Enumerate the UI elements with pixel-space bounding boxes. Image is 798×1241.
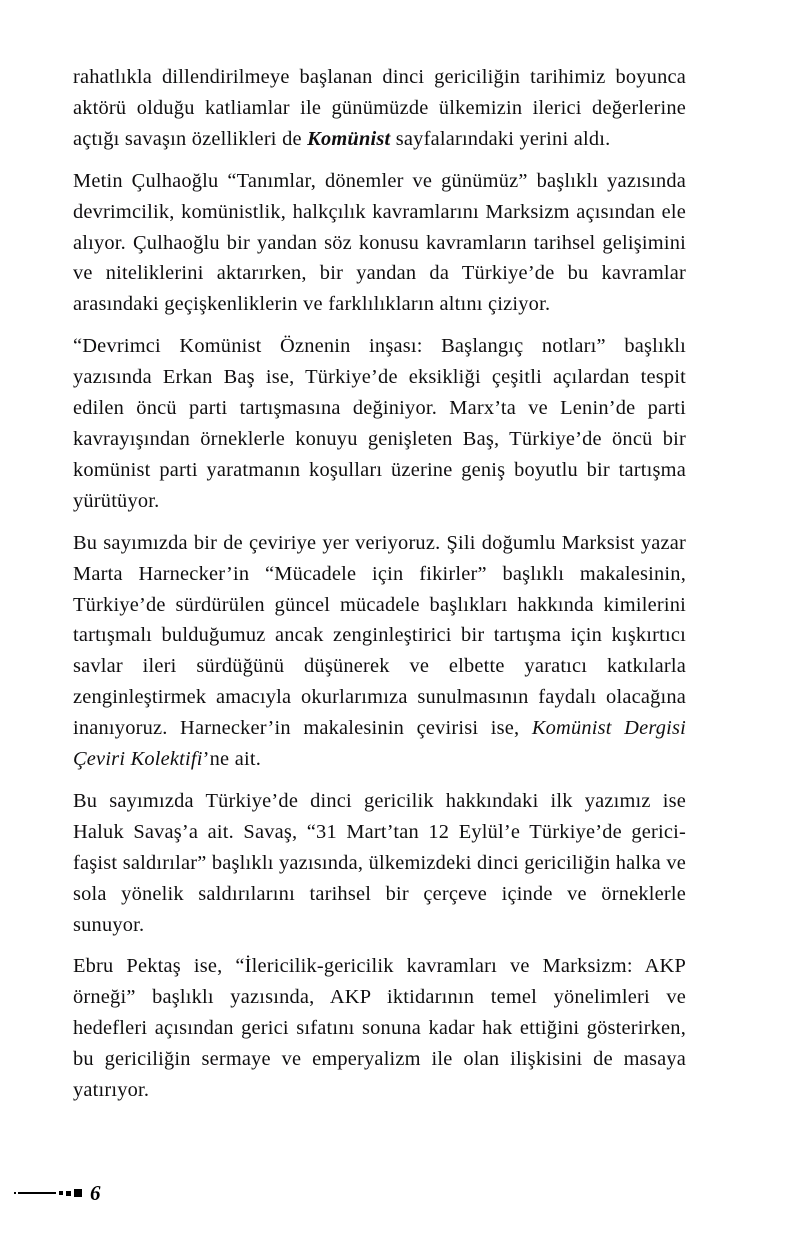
paragraph-6: Ebru Pektaş ise, “İlericilik-gericilik kavramları ve Marksizm: AKP örneği” başlıklı yazısında, AKP iktidarının temel yönelimleri ve hedefleri açısından gerici sıfatını sonuna kadar hak ettiğini gösterirken, bu gericiliğin sermaye ve emperyalizm ile olan ilişkisini de masaya yatırıyor.	[73, 955, 686, 1102]
paragraph-1: rahatlıkla dillendirilmeye başlanan dinci gericiliğin tarihimiz boyunca aktörü olduğu katliamlar ile günümüzde ülkemizin ilerici değerlerine açtığı savaşın özellikleri de Komünist sayfalarındaki yerini aldı.	[73, 66, 686, 150]
paragraph-5: Bu sayımızda Türkiye’de dinci gericilik hakkındaki ilk yazımız ise Haluk Savaş’a ait. Savaş, “31 Mart’tan 12 Eylül’e Türkiye’de gerici-faşist saldırılar” başlıklı yazısında, ülkemizdeki dinci gericiliğin halka ve sola yönelik saldırılarını tarihsel bir çerçeve içinde ve örneklerle sunuyor.	[73, 789, 686, 936]
paragraph-4: Bu sayımızda bir de çeviriye yer veriyoruz. Şili doğumlu Marksist yazar Marta Harnecker’in “Mücadele için fikirler” başlıklı makalesinin, Türkiye’de sürdürülen güncel mücadele başlıkları hakkında kimilerini tartışmalı bulduğumuz ancak zenginleştirici bir tartışma için kışkırtıcı savlar ileri sürdüğünü düşünerek ve elbette yaratıcı katkılarla zenginleştirmek amacıyla okurlarımıza sunulmasının faydalı olacağına inanıyoruz. Harnecker’in makalesinin çevirisi ise, Komünist Dergisi Çeviri Kolektifi’ne ait.	[73, 531, 687, 771]
ornament-square-medium	[66, 1191, 71, 1196]
ornament-rule	[18, 1192, 56, 1194]
ornament-dot	[14, 1192, 16, 1194]
emphasis-text: Komünist Dergisi Çeviri Kolektifi	[73, 717, 687, 771]
body-text-column	[73, 62, 686, 1106]
ornament-icon	[14, 1187, 82, 1199]
ornament-square-large	[74, 1189, 82, 1197]
paragraph-2: Metin Çulhaoğlu “Tanımlar, dönemler ve günümüz” başlıklı yazısında devrimcilik, komünistlik, halkçılık kavramlarını Marksizm açısından ele alıyor. Çulhaoğlu bir yandan söz konusu kavramların tarihsel gelişimini ve niteliklerini aktarırken, bir yandan da Türkiye’de bu kavramlar arasındaki geçişkenliklerin ve farklılıkların altını çiziyor.	[73, 169, 686, 316]
page-footer	[14, 1180, 101, 1206]
paragraph-3: “Devrimci Komünist Öznenin inşası: Başlangıç notları” başlıklı yazısında Erkan Baş ise, Türkiye’de eksikliği çeşitli açılardan tespit edilen öncü parti tartışmasına değiniyor. Marx’ta ve Lenin’de parti kavrayışından örneklerle konuyu genişleten Baş, Türkiye’de öncü bir komünist parti yaratmanın koşulları üzerine geniş boyutlu bir tartışma yürütüyor.	[73, 335, 686, 512]
ornament-square-small	[59, 1191, 63, 1195]
emphasis-text: Komünist	[307, 127, 391, 150]
page-number: 6	[90, 1180, 101, 1205]
